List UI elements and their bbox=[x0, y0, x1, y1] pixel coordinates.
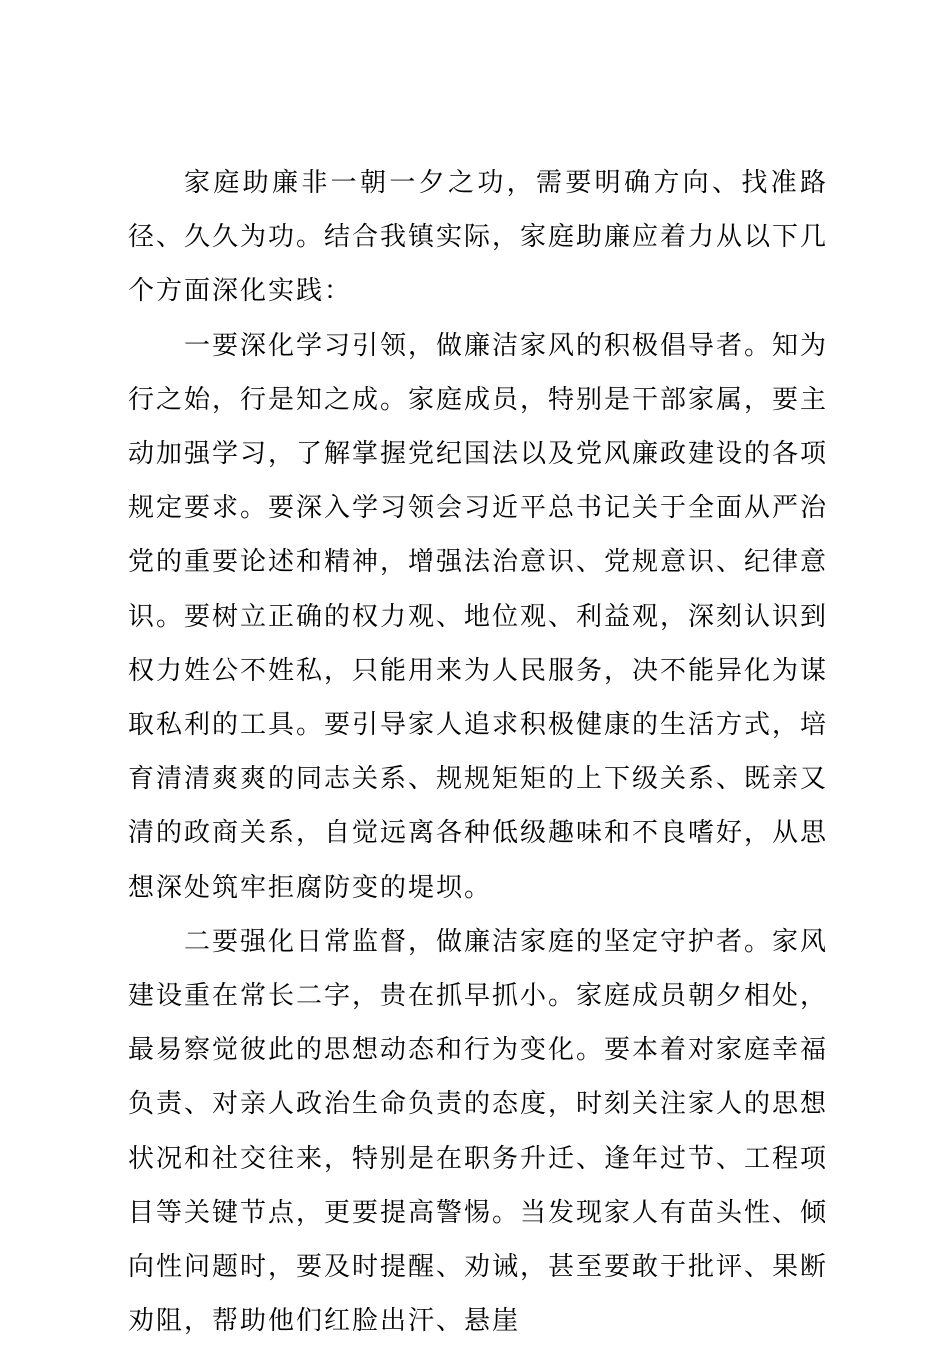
paragraph-study-guidance: 一要深化学习引领，做廉洁家风的积极倡导者。知为行之始，行是知之成。家庭成员，特别是干部家属，要主动加强学习，了解掌握党纪国法以及党风廉政建设的各项规定要求。要深入学习领会习近平总书记关于全面从严治党的重要论述和精神，增强法治意识、党规意识、纪律意识。要树立正确的权力观、地位观、利益观，深刻认识到权力姓公不姓私，只能用来为人民服务，决不能异化为谋取私利的工具。要引导家人追求积极健康的生活方式，培育清清爽爽的同志关系、规规矩矩的上下级关系、既亲又清的政商关系，自觉远离各种低级趣味和不良嗜好，从思想深处筑牢拒腐防变的堤坝。 bbox=[128, 330, 829, 903]
document-body bbox=[128, 156, 828, 1348]
paragraph-intro: 家庭助廉非一朝一夕之功，需要明确方向、找准路径、久久为功。结合我镇实际，家庭助廉应着力从以下几个方面深化实践： bbox=[128, 168, 829, 307]
paragraph-daily-supervision: 二要强化日常监督，做廉洁家庭的坚定守护者。家风建设重在常长二字，贵在抓早抓小。家庭成员朝夕相处，最易察觉彼此的思想动态和行为变化。要本着对家庭幸福负责、对亲人政治生命负责的态度，时刻关注家人的思想状况和社交往来，特别是在职务升迁、逢年过节、工程项目等关键节点，更要提高警惕。当发现家人有苗头性、倾向性问题时，要及时提醒、劝诫，甚至要敢于批评、果断劝阻，帮助他们红脸出汗、悬崖 bbox=[128, 926, 829, 1337]
